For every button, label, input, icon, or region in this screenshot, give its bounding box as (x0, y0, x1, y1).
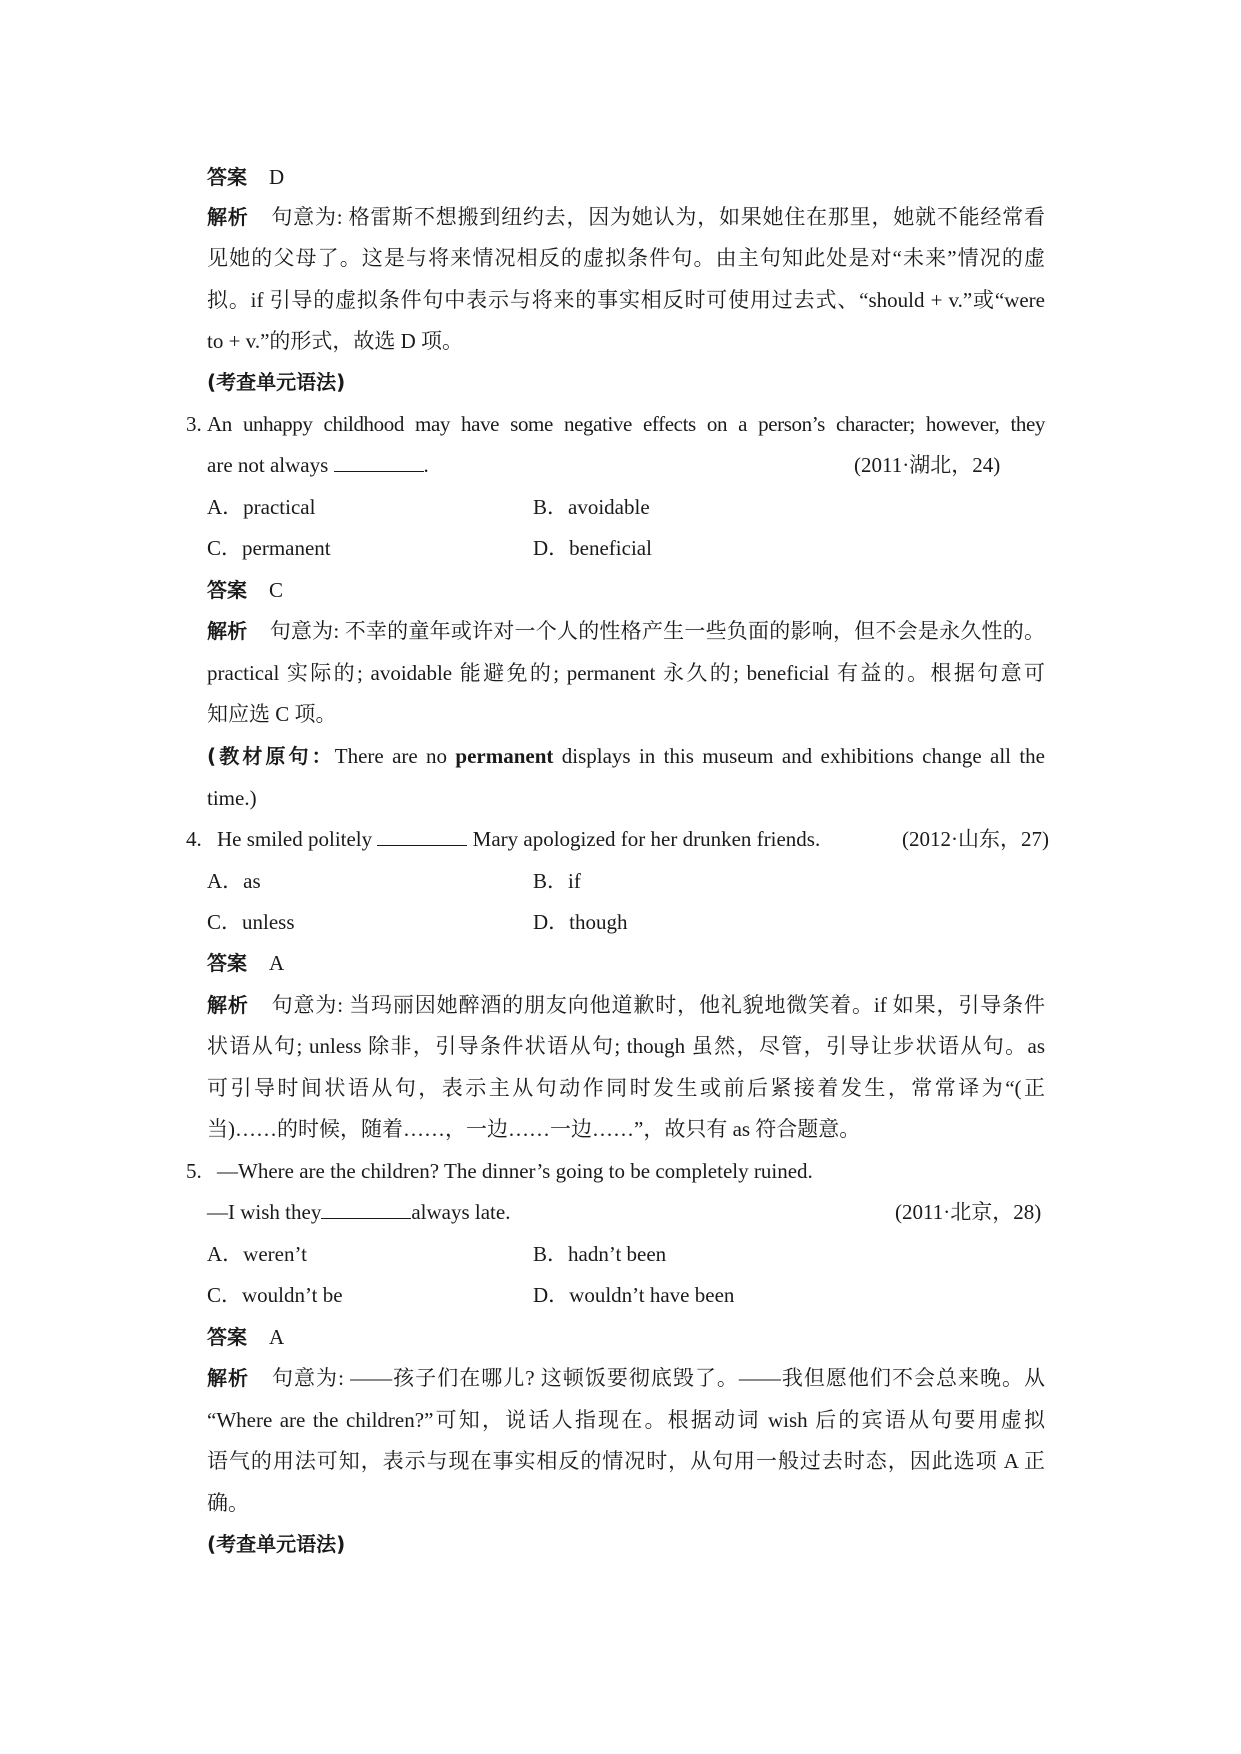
analysis-line: 见她的父母了。这是与将来情况相反的虚拟条件句。由主句知此处是对“未来”情况的虚 (207, 246, 1045, 270)
analysis-label: 解析 (207, 993, 249, 1017)
analysis-label: 解析 (207, 619, 248, 643)
answer-label: 答案 (207, 578, 247, 602)
answer-line (207, 949, 284, 977)
analysis-text: 句意为: 当玛丽因她醉酒的朋友向他道歉时，他礼貌地微笑着。if 如果，引导条件 (270, 993, 1045, 1017)
analysis-line: practical 实际的; avoidable 能避免的; permanent 永久的; beneficial 有益的。根据句意可 (207, 661, 1045, 685)
analysis-line (207, 203, 1045, 231)
answer-blank (334, 453, 424, 472)
answer-line (207, 163, 284, 191)
answer-value: A (269, 951, 285, 975)
analysis-line: 知应选 C 项。 (207, 702, 337, 726)
answer-label: 答案 (207, 951, 247, 975)
analysis-line: 当)……的时候，随着……，一边……一边……”，故只有 as 符合题意。 (207, 1117, 861, 1141)
question-5-stem: —Where are the children? The dinner’s going to be completely ruined. (217, 1159, 813, 1183)
analysis-text: 句意为: 不幸的童年或许对一个人的性格产生一些负面的影响，但不会是永久性的。 (269, 619, 1045, 643)
textbook-text: displays in this museum and exhibitions change all the (553, 744, 1045, 768)
analysis-line: 状语从句; unless 除非，引导条件状语从句; though 虽然，尽管，引导让步状语从句。as (207, 1034, 1045, 1058)
analysis-line (207, 617, 1045, 645)
textbook-keyword: permanent (455, 744, 554, 768)
stem-text: are not always (207, 453, 329, 477)
question-5-number: 5. (186, 1159, 202, 1183)
option-d: D．beneficial (533, 536, 652, 560)
answer-value: C (269, 578, 284, 602)
grammar-note: (考查单元语法) (207, 1532, 346, 1556)
answer-label: 答案 (207, 1325, 247, 1349)
option-a: A．practical (207, 495, 316, 519)
analysis-text: 句意为: ——孩子们在哪儿? 这顿饭要彻底毁了。——我但愿他们不会总来晚。从 (271, 1366, 1046, 1390)
answer-value: D (269, 165, 285, 189)
answer-value: A (269, 1325, 285, 1349)
option-b: B．if (533, 869, 581, 893)
stem-text: He smiled politely (217, 827, 373, 851)
analysis-label: 解析 (207, 1366, 250, 1390)
grammar-note: (考查单元语法) (207, 370, 346, 394)
question-3-stem: An unhappy childhood may have some negative effects on a person’s character; however, they (207, 412, 1045, 436)
option-a: A．as (207, 869, 261, 893)
textbook-text: There are no (334, 744, 456, 768)
question-3-stem-line2 (207, 451, 429, 479)
textbook-label: (教材原句： (207, 744, 335, 768)
answer-line (207, 1323, 284, 1351)
stem-text: —I wish they (207, 1200, 322, 1224)
answer-blank (377, 827, 467, 846)
option-a: A．weren’t (207, 1242, 307, 1266)
analysis-line: 拟。if 引导的虚拟条件句中表示与将来的事实相反时可使用过去式、“should + v.”或“were (207, 288, 1045, 312)
stem-text: Mary apologized for her drunken friends. (472, 827, 821, 851)
question-3-number: 3. (186, 412, 202, 436)
question-4-source: (2012·山东，27) (902, 827, 1049, 851)
stem-end: . (423, 453, 429, 477)
analysis-line (207, 991, 1045, 1019)
analysis-line: to + v.”的形式，故选 D 项。 (207, 329, 464, 353)
option-b: B．avoidable (533, 495, 650, 519)
analysis-line: 可引导时间状语从句，表示主从句动作同时发生或前后紧接着发生，常常译为“(正 (207, 1076, 1045, 1100)
analysis-label: 解析 (207, 205, 249, 229)
question-4-number: 4. (186, 827, 202, 851)
textbook-sentence-end: time.) (207, 786, 257, 810)
question-5-stem-line2 (207, 1198, 510, 1226)
question-4-stem (217, 825, 820, 853)
question-5-source: (2011·北京，28) (895, 1200, 1042, 1224)
answer-label: 答案 (207, 165, 247, 189)
textbook-sentence (207, 742, 1045, 770)
option-c: C．permanent (207, 536, 331, 560)
answer-line (207, 576, 283, 604)
analysis-line: 确。 (207, 1491, 249, 1515)
analysis-line: 语气的用法可知，表示与现在事实相反的情况时，从句用一般过去时态，因此选项 A 正 (207, 1449, 1045, 1473)
option-d: D．though (533, 910, 628, 934)
option-d: D．wouldn’t have been (533, 1283, 735, 1307)
analysis-text: 句意为: 格雷斯不想搬到纽约去，因为她认为，如果她住在那里，她就不能经常看 (270, 205, 1045, 229)
answer-blank (321, 1200, 411, 1219)
option-c: C．wouldn’t be (207, 1283, 343, 1307)
option-b: B．hadn’t been (533, 1242, 667, 1266)
analysis-line (207, 1364, 1045, 1392)
stem-text: always late. (411, 1200, 511, 1224)
analysis-line: “Where are the children?”可知，说话人指现在。根据动词 wish 后的宾语从句要用虚拟 (207, 1408, 1045, 1432)
question-3-source: (2011·湖北，24) (854, 453, 1001, 477)
option-c: C．unless (207, 910, 295, 934)
